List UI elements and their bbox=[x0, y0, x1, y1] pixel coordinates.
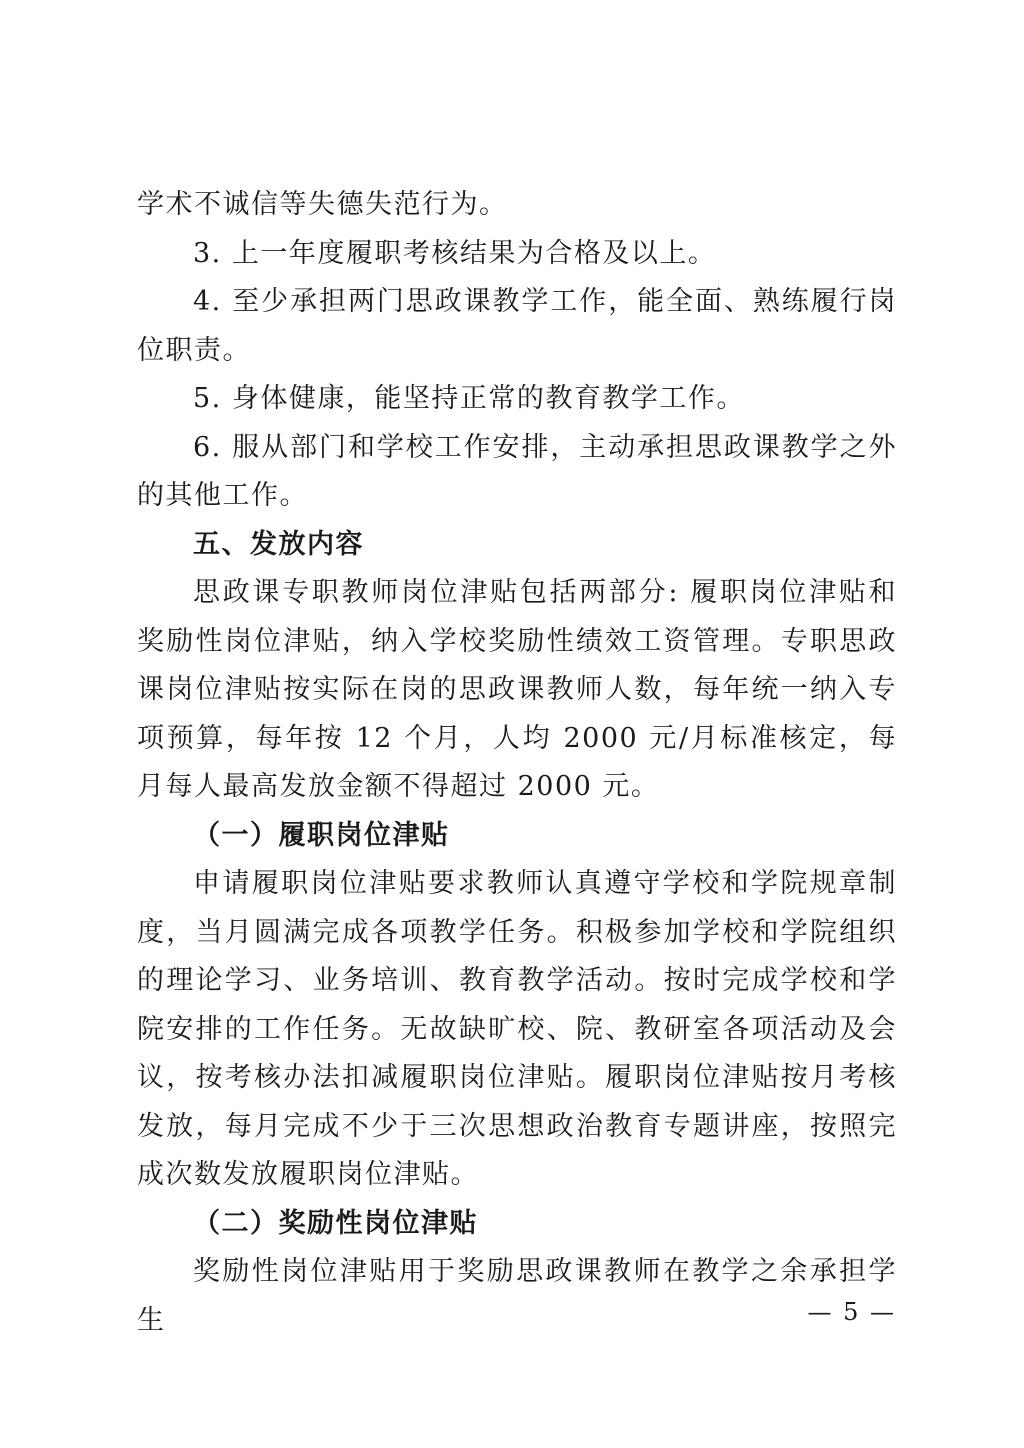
requirement-item-6: 6. 服从部门和学校工作安排，主动承担思政课教学之外的其他工作。 bbox=[137, 431, 897, 511]
document-body bbox=[137, 181, 897, 1345]
subsection-heading-duty-allowance: （一）履职岗位津贴 bbox=[193, 819, 450, 851]
duty-allowance-paragraph: 申请履职岗位津贴要求教师认真遵守学校和学院规章制度，当月圆满完成各项教学任务。积极参加学校和学院组织的理论学习、业务培训、教育教学活动。按时完成学校和学院安排的工作任务。无故缺旷校、院、教研室各项活动及会议，按考核办法扣减履职岗位津贴。履职岗位津贴按月考核发放，每月完成不少于三次思想政治教育专题讲座，按照完成次数发放履职岗位津贴。 bbox=[137, 868, 897, 1190]
incentive-allowance-paragraph: 奖励性岗位津贴用于奖励思政课教师在教学之余承担学生 bbox=[137, 1256, 897, 1336]
requirement-item-5: 5. 身体健康，能坚持正常的教育教学工作。 bbox=[193, 383, 745, 414]
distribution-paragraph: 思政课专职教师岗位津贴包括两部分: 履职岗位津贴和奖励性岗位津贴，纳入学校奖励性绩效工资管理。专职思政课岗位津贴按实际在岗的思政课教师人数，每年统一纳入专项预算，每年按 12 个月，人均 2000 元/月标准核定，每月每人最高发放金额不得超过 2000 元。 bbox=[137, 577, 897, 802]
section-heading-distribution: 五、发放内容 bbox=[193, 528, 364, 560]
requirement-item-3: 3. 上一年度履职考核结果为合格及以上。 bbox=[193, 237, 717, 269]
paragraph-continuation: 学术不诚信等失德失范行为。 bbox=[137, 189, 508, 220]
page-number: — 5 — bbox=[807, 1298, 896, 1326]
requirement-item-4: 4. 至少承担两门思政课教学工作，能全面、熟练履行岗位职责。 bbox=[137, 286, 897, 366]
subsection-heading-incentive-allowance: （二）奖励性岗位津贴 bbox=[193, 1207, 478, 1239]
